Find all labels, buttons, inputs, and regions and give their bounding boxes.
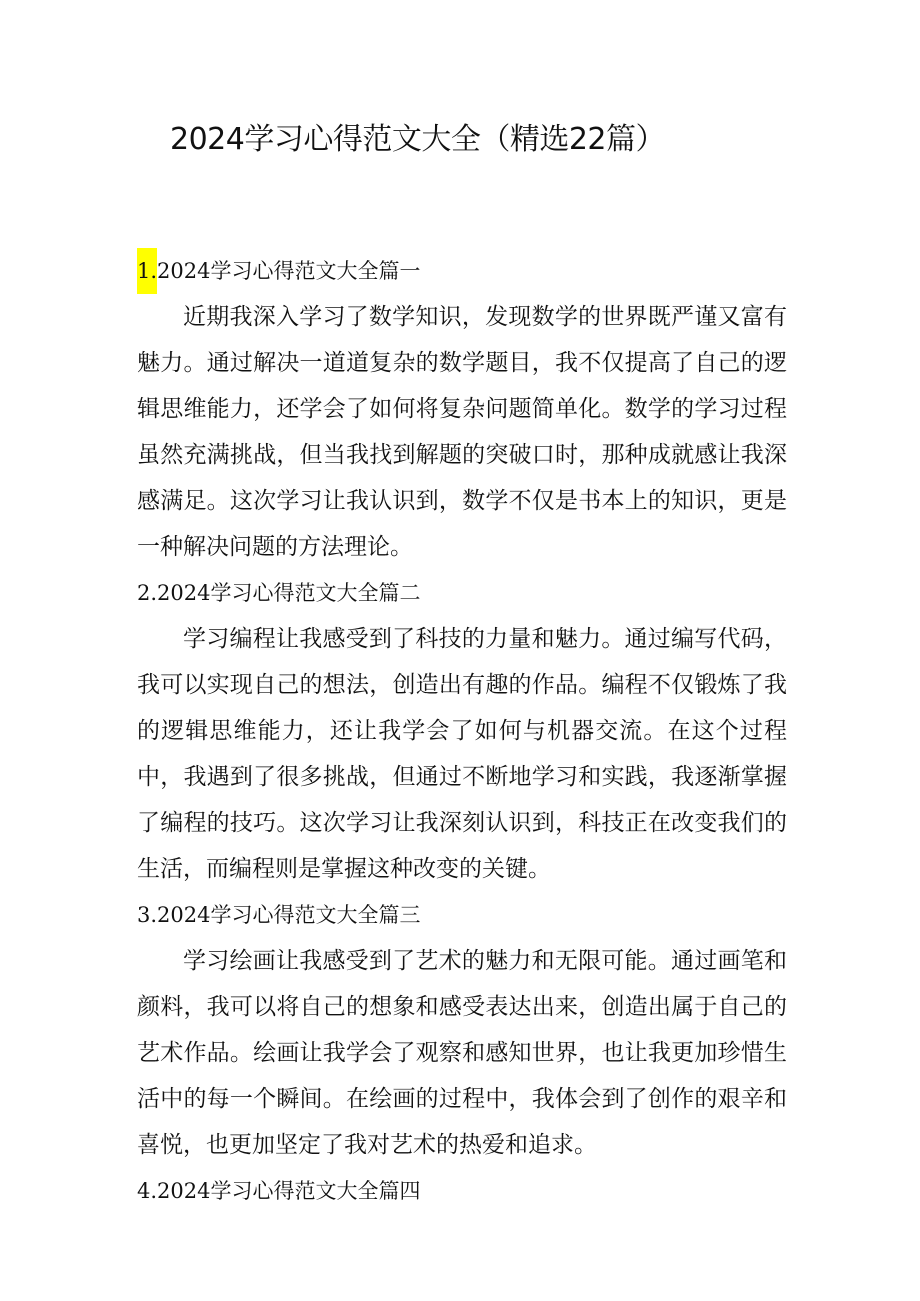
section-heading-1 [137, 248, 787, 294]
section-heading-text: 2024学习心得范文大全篇四 [157, 1179, 421, 1203]
section-heading-2 [137, 570, 787, 616]
section-heading-4 [137, 1168, 787, 1214]
section-heading-text: 2024学习心得范文大全篇二 [157, 581, 421, 605]
section-heading-text: 2024学习心得范文大全篇一 [157, 259, 421, 283]
section-paragraph-3: 学习绘画让我感受到了艺术的魅力和无限可能。通过画笔和颜料，我可以将自己的想象和感受表达出来，创造出属于自己的艺术作品。绘画让我学会了观察和感知世界，也让我更加珍惜生活中的每一个瞬间。在绘画的过程中，我体会到了创作的艰辛和喜悦，也更加坚定了我对艺术的热爱和追求。 [137, 948, 787, 1158]
section-paragraph-1: 近期我深入学习了数学知识，发现数学的世界既严谨又富有魅力。通过解决一道道复杂的数学题目，我不仅提高了自己的逻辑思维能力，还学会了如何将复杂问题简单化。数学的学习过程虽然充满挑战，但当我找到解题的突破口时，那种成就感让我深感满足。这次学习让我认识到，数学不仅是书本上的知识，更是一种解决问题的方法理论。 [137, 304, 787, 560]
section-heading-text: 2024学习心得范文大全篇三 [157, 903, 421, 927]
section-paragraph-2: 学习编程让我感受到了科技的力量和魅力。通过编写代码，我可以实现自己的想法，创造出有趣的作品。编程不仅锻炼了我的逻辑思维能力，还让我学会了如何与机器交流。在这个过程中，我遇到了很多挑战，但通过不断地学习和实践，我逐渐掌握了编程的技巧。这次学习让我深刻认识到，科技正在改变我们的生活，而编程则是掌握这种改变的关键。 [137, 626, 787, 882]
section-number: 4. [137, 1179, 158, 1203]
section-heading-3 [137, 892, 787, 938]
section-number: 2. [137, 581, 158, 605]
document-title: 2024学习心得范文大全（精选22篇） [170, 122, 666, 157]
section-number: 1. [137, 248, 157, 294]
section-number: 3. [137, 903, 158, 927]
document-body [137, 248, 787, 1214]
